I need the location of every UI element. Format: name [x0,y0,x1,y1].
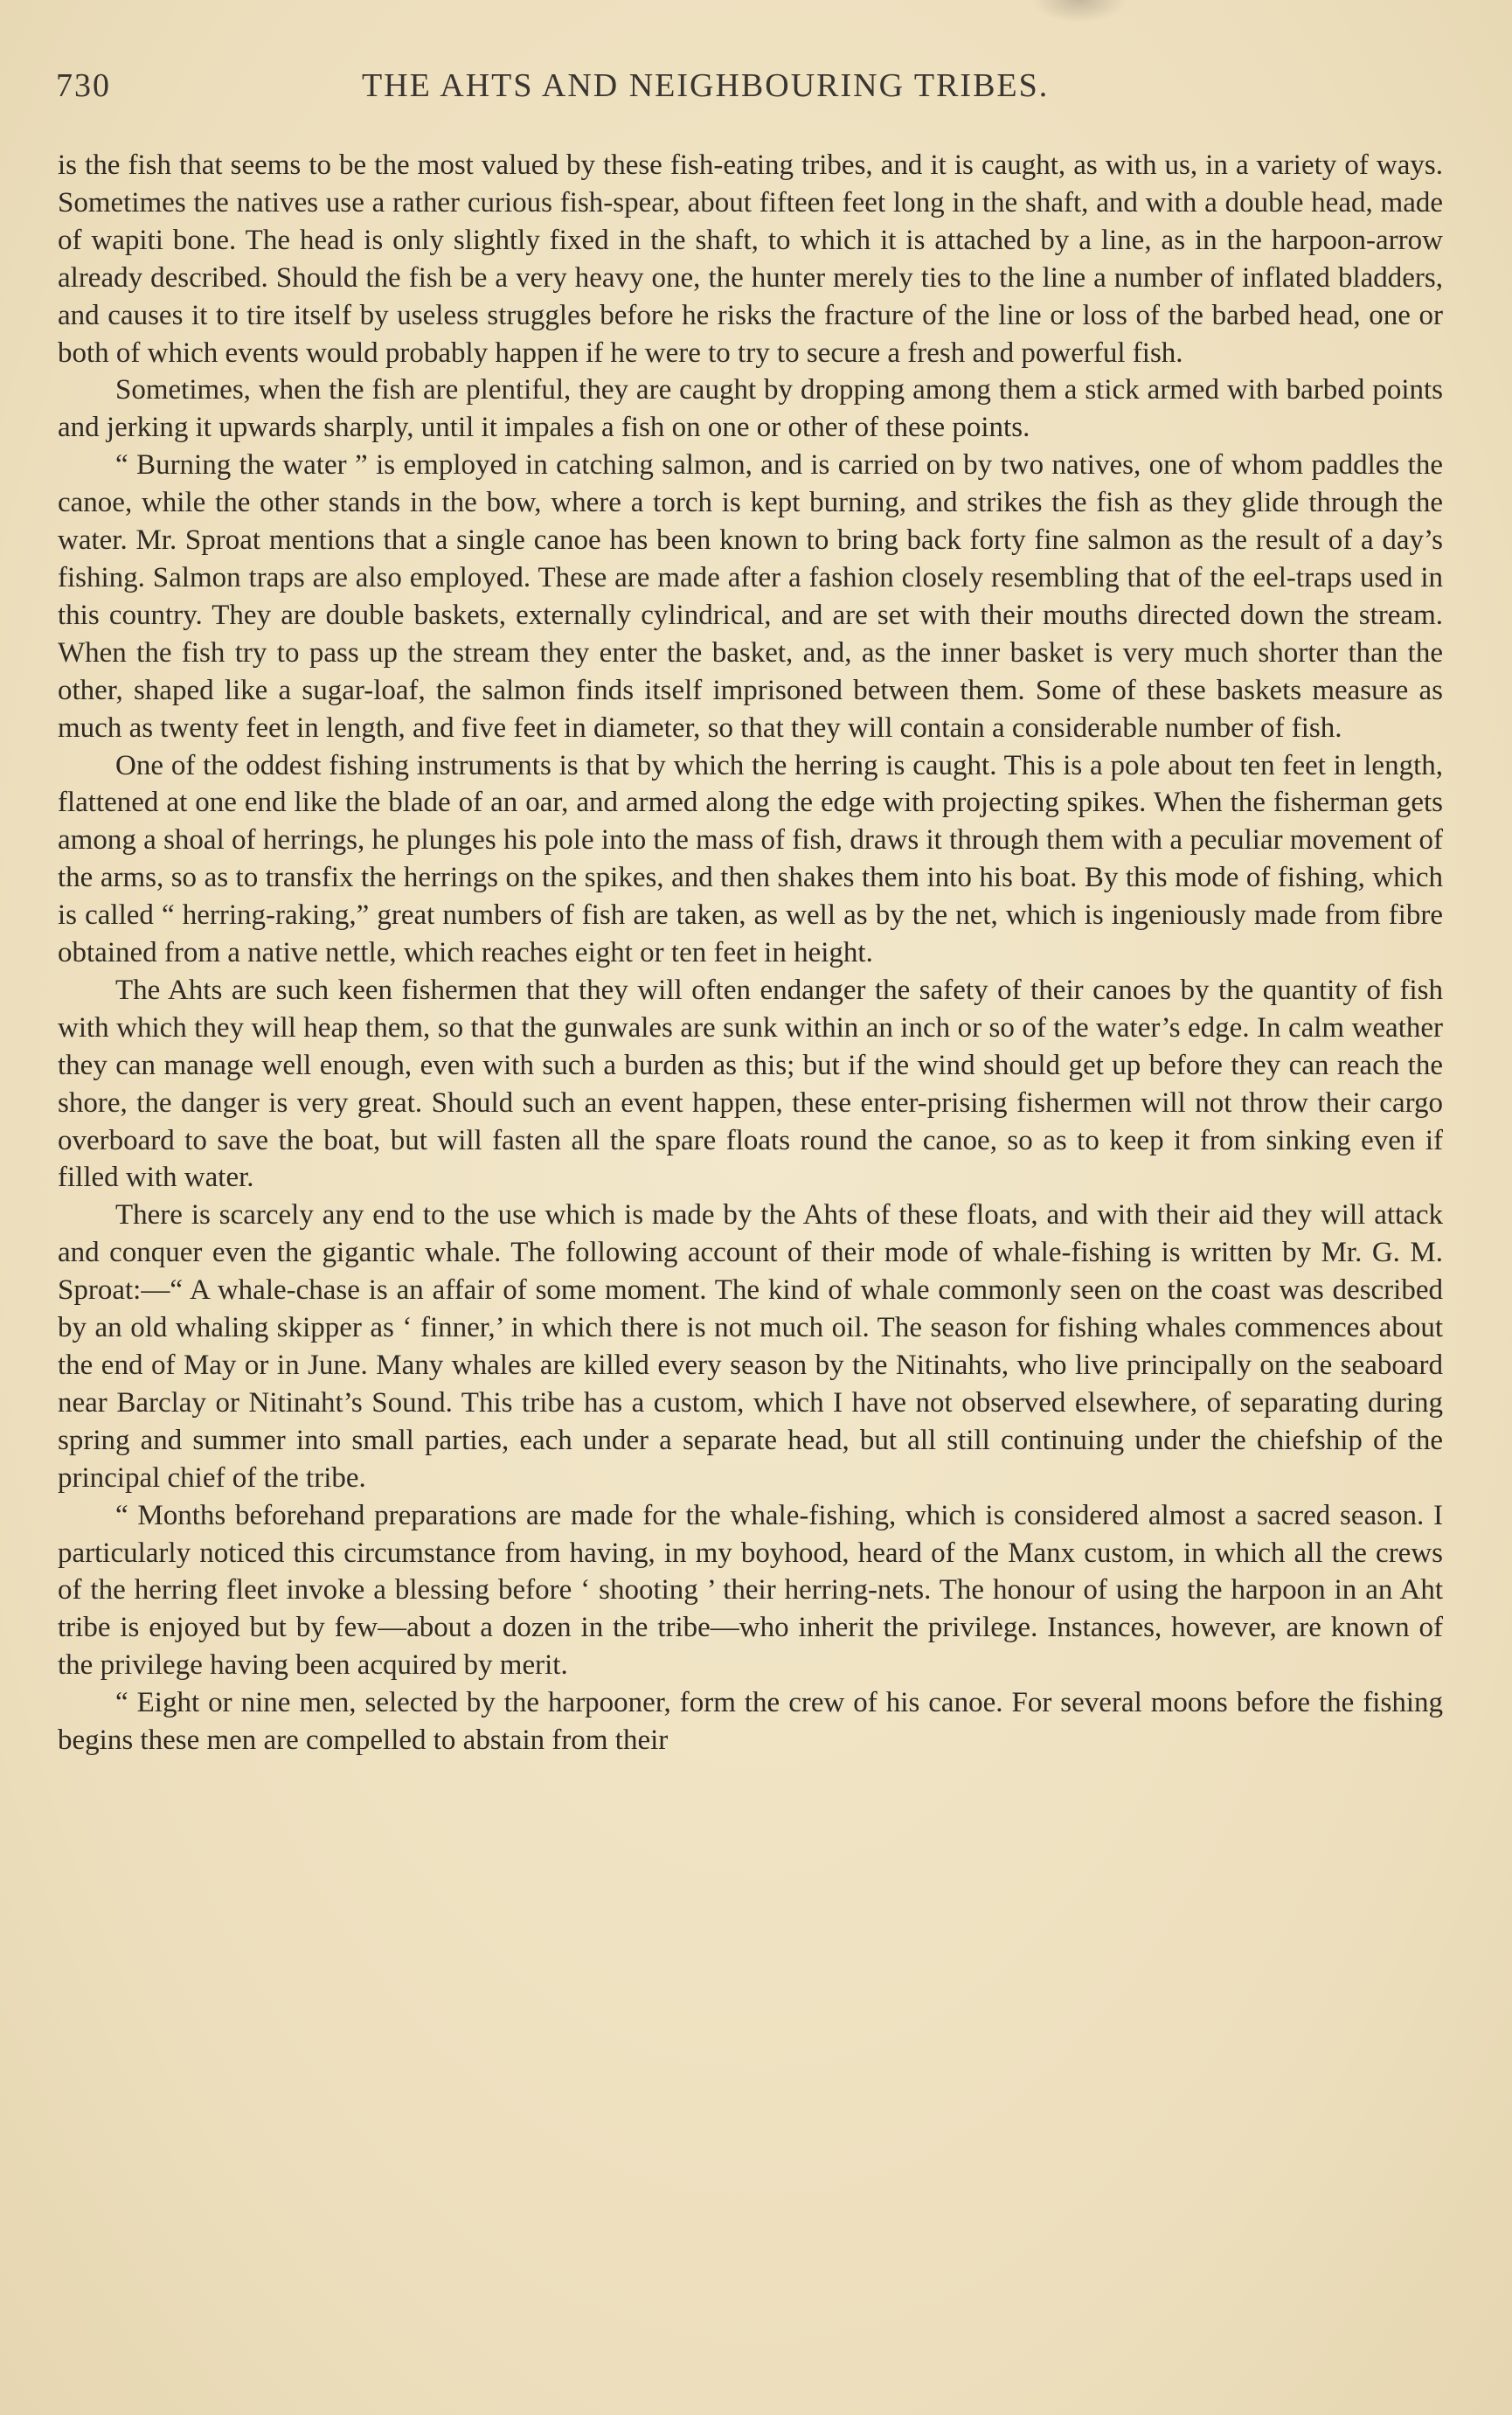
paragraph-3: “ Burning the water ” is employed in catching salmon, and is carried on by two natives, one of whom paddles the canoe, while the other stands in the bow, where a torch is kept burning, and strikes the fish as they glide through the water. Mr. Sproat mentions that a single canoe has been known to bring back forty fine salmon as the result of a day’s fishing. Salmon traps are also employed. These are made after a fashion closely resembling that of the eel-traps used in this country. They are double baskets, externally cylindrical, and are set with their mouths directed down the stream. When the fish try to pass up the stream they enter the basket, and, as the inner basket is very much shorter than the other, shaped like a sugar-loaf, the salmon finds itself imprisoned between them. Some of these baskets measure as much as twenty feet in length, and five feet in diameter, so that they will contain a considerable number of fish. [58,449,1443,744]
paragraph-4: One of the oddest fishing instruments is that by which the herring is caught. This is a pole about ten feet in length, flattened at one end like the blade of an oar, and armed along the edge with projecting spikes. When the fisherman gets among a shoal of herrings, he plunges his pole into the mass of fish, draws it through them with a peculiar movement of the arms, so as to transfix the herrings on the spikes, and then shakes them into his boat. By this mode of fishing, which is called “ herring-raking,” great numbers of fish are taken, as well as by the net, which is ingeniously made from fibre obtained from a native nettle, which reaches eight or ten feet in height. [58,749,1443,969]
paragraph-5: The Ahts are such keen fishermen that they will often endanger the safety of their canoes by the quantity of fish with which they will heap them, so that the gunwales are sunk within an inch or so of the water’s edge. In calm weather they can manage well enough, even with such a burden as this; but if the wind should get up before they can reach the shore, the danger is very great. Should such an event happen, these enter-prising fishermen will not throw their cargo overboard to save the boat, but will fasten all the spare floats round the canoe, so as to keep it from sinking even if filled with water. [58,974,1443,1194]
running-head: THE AHTS AND NEIGHBOURING TRIBES. [362,67,1050,104]
paragraph-1: is the fish that seems to be the most valued by these fish-eating tribes, and it is caught, as with us, in a variety of ways. Sometimes the natives use a rather curious fish-spear, about fifteen feet long in the shaft, and with a double head, made of wapiti bone. The head is only slightly fixed in the shaft, to which it is attached by a line, as in the harpoon-arrow already described. Should the fish be a very heavy one, the hunter merely ties to the line a number of inflated bladders, and causes it to tire itself by useless struggles before he risks the fracture of the line or loss of the barbed head, one or both of which events would probably happen if he were to try to secure a fresh and powerful fish. [58,149,1443,369]
body-text [58,147,1443,1759]
paragraph-7: “ Months beforehand preparations are made for the whale-fishing, which is considered almost a sacred season. I particularly noticed this circumstance from having, in my boyhood, heard of the Manx custom, in which all the crews of the herring fleet invoke a blessing before ‘ shooting ’ their herring-nets. The honour of using the harpoon in an Aht tribe is enjoyed but by few—about a dozen in the tribe—who inherit the privilege. Instances, however, are known of the privilege having been acquired by merit. [58,1499,1443,1682]
paragraph-2: Sometimes, when the fish are plentiful, they are caught by dropping among them a stick armed with barbed points and jerking it upwards sharply, until it impales a fish on one or other of these points. [58,374,1443,444]
paragraph-6: There is scarcely any end to the use which is made by the Ahts of these floats, and with their aid they will attack and conquer even the gigantic whale. The following account of their mode of whale-fishing is written by Mr. G. M. Sproat:—“ A whale-chase is an affair of some moment. The kind of whale commonly seen on the coast was described by an old whaling skipper as ‘ finner,’ in which there is not much oil. The season for fishing whales commences about the end of May or in June. Many whales are killed every season by the Nitinahts, who live principally on the seaboard near Barclay or Nitinaht’s Sound. This tribe has a custom, which I have not observed elsewhere, of separating during spring and summer into small parties, each under a separate head, but all still continuing under the chiefship of the principal chief of the tribe. [58,1199,1443,1494]
paragraph-8: “ Eight or nine men, selected by the harpooner, form the crew of his canoe. For several moons before the fishing begins these men are compelled to abstain from their [58,1687,1443,1757]
page-smudge [1031,0,1127,23]
page-number: 730 [56,67,111,104]
page-header [56,66,1454,128]
